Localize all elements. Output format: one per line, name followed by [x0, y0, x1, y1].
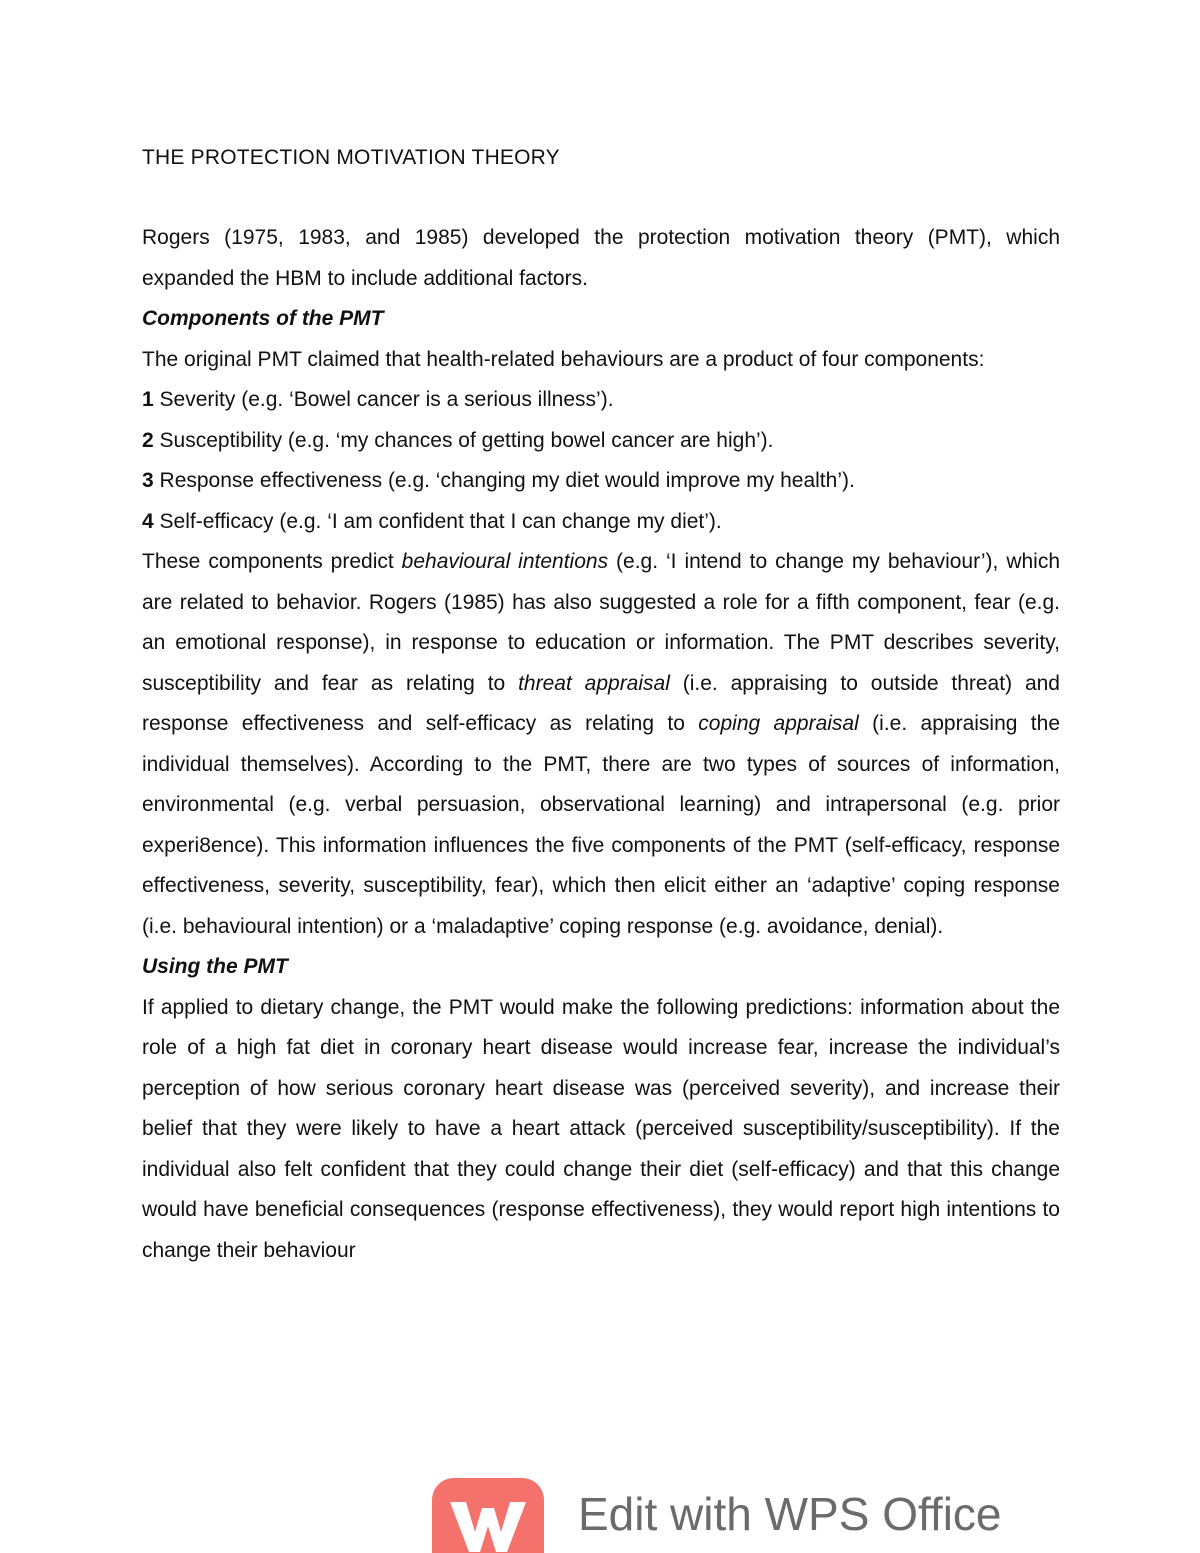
- components-intro-paragraph: The original PMT claimed that health-related behaviours are a product of four components:: [142, 347, 985, 371]
- text-run: (e.g. ‘I intend to change my behaviour’), which are related to behavior. Rogers (1985) has also suggested a role for a fifth component, fear (e.g. an emotional response), in response to education or information. The PMT describes severity, susceptibility and fear as relating to: [142, 550, 1061, 695]
- emphasis-behavioural-intentions: behavioural intentions: [401, 550, 609, 573]
- using-heading: Using the PMT: [142, 955, 288, 978]
- intro-paragraph: Rogers (1975, 1983, and 1985) developed the protection motivation theory (PMT), which expanded the HBM to include additional factors.: [142, 226, 1060, 290]
- wps-edit-banner[interactable]: [432, 1478, 1072, 1553]
- component-text: Response effectiveness (e.g. ‘changing my diet would improve my health’).: [153, 469, 855, 492]
- text-run: These components predict: [142, 550, 402, 573]
- using-paragraph: If applied to dietary change, the PMT would make the following predictions: information about the role of a high fat diet in coronary heart disease would increase fear, increase the individual’s perception of how serious coronary heart disease was (perceived severity), and increase their belief that they were likely to have a heart attack (perceived susceptibility/susceptibility). If the individual also felt confident that they could change their diet (self-efficacy) and that this change would have beneficial consequences (response effectiveness), they would report high intentions to change their behaviour: [142, 995, 1060, 1262]
- component-text: Severity (e.g. ‘Bowel cancer is a serious illness’).: [153, 388, 614, 411]
- document-page: [142, 138, 1060, 1271]
- components-paragraph: [142, 542, 1060, 947]
- components-heading: Components of the PMT: [142, 307, 384, 330]
- component-item: [142, 502, 1060, 543]
- component-item: [142, 461, 1060, 502]
- emphasis-threat-appraisal: threat appraisal: [518, 671, 670, 695]
- component-number: 2: [142, 428, 154, 452]
- emphasis-coping-appraisal: coping appraisal: [698, 712, 859, 735]
- component-number: 4: [142, 509, 154, 533]
- component-item: [142, 380, 1060, 421]
- component-text: Susceptibility (e.g. ‘my chances of getting bowel cancer are high’).: [153, 428, 774, 452]
- wps-logo-icon[interactable]: [432, 1478, 544, 1553]
- text-run: (i.e. appraising the individual themselves). According to the PMT, there are two types of sources of information, environmental (e.g. verbal persuasion, observational learning) and intrapersonal (e.g. prior experi8ence). This information influences the five components of the PMT (self-efficacy, response effectiveness, severity, susceptibility, fear), which then elicit either an ‘adaptive’ coping response (i.e. behavioural intention) or a ‘maladaptive’ coping response (e.g. avoidance, denial).: [142, 712, 1061, 938]
- component-number: 3: [142, 469, 154, 492]
- text-run: (i.e. appraising to outside threat) and response effectiveness and self-efficacy as relating to: [142, 671, 1060, 735]
- wps-w-glyph: [446, 1496, 530, 1553]
- document-title: THE PROTECTION MOTIVATION THEORY: [142, 146, 560, 169]
- component-number: 1: [142, 388, 154, 411]
- wps-banner-text[interactable]: Edit with WPS Office: [578, 1488, 1002, 1540]
- component-item: [142, 421, 1060, 462]
- component-text: Self-efficacy (e.g. ‘I am confident that I can change my diet’).: [153, 509, 722, 533]
